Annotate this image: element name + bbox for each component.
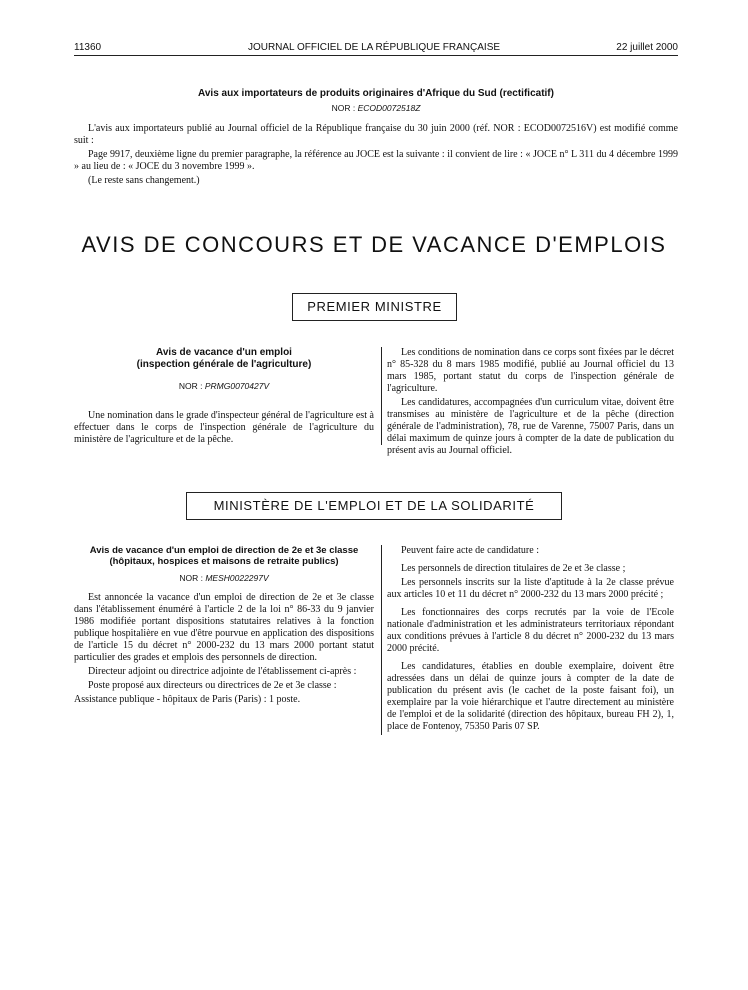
paragraph: Page 9917, deuxième ligne du premier paragraphe, la référence au JOCE est la suivante : il convient de lire : « JOCE n° L 311 du 4 décembre 1999 » au lieu de : « JOCE du 3 novembre 1999 ». <box>74 149 678 172</box>
notice-title: Avis aux importateurs de produits originaires d'Afrique du Sud (rectificatif) <box>198 88 554 99</box>
nor-code: PRMG0070427V <box>204 381 270 391</box>
notice-title-line: (hôpitaux, hospices et maisons de retraite publics) <box>109 556 339 567</box>
paragraph: Peuvent faire acte de candidature : <box>401 545 539 556</box>
paragraph: Les candidatures, accompagnées d'un curriculum vitae, doivent être transmises au ministère de l'agriculture et de la pêche (direction générale de l'administration), 78, rue de Varenne, 75007 Paris, dans un délai maximum de quinze jours à compter de la date de publication du présent avis au Journal officiel. <box>387 397 674 456</box>
issue-date: 22 juillet 2000 <box>616 42 678 53</box>
column-divider <box>381 545 382 735</box>
ministry-box: PREMIER MINISTRE <box>292 293 457 321</box>
nor-label: NOR : <box>179 573 203 583</box>
notice-title-line: Avis de vacance d'un emploi de direction de 2e et 3e classe <box>89 545 359 556</box>
notice-title-line: Avis de vacance d'un emploi <box>156 347 292 358</box>
left-column <box>74 592 374 708</box>
nor-code: MESH0022297V <box>205 573 269 583</box>
nor-reference <box>74 103 678 113</box>
paragraph: L'avis aux importateurs publié au Journal officiel de la République française du 30 juin 2000 (réf. NOR : ECOD0072516V) est modifié comme suit : <box>74 123 678 146</box>
paragraph: Est annoncée la vacance d'un emploi de direction de 2e et 3e classe dans l'établissement énuméré à l'article 2 de la loi n° 86-33 du 9 janvier 1986 modifiée portant dispositions statutaires relatives à la fonction publique hospitalière en vue d'être pourvue en application des dispositions de l'article 15 du décret n° 2000-232 du 13 mars 2000 portant statut particulier des grades et emplois des personnels de direction. <box>74 592 374 663</box>
right-column <box>387 347 674 459</box>
paragraph: (Le reste sans changement.) <box>88 175 200 186</box>
section-title: AVIS DE CONCOURS ET DE VACANCE D'EMPLOIS <box>81 232 667 257</box>
header-rule <box>74 55 678 56</box>
ministry-box: MINISTÈRE DE L'EMPLOI ET DE LA SOLIDARITÉ <box>186 492 562 520</box>
paragraph: Directeur adjoint ou directrice adjointe de l'établissement ci-après : <box>88 666 357 677</box>
nor-reference <box>74 381 374 391</box>
nor-code: ECOD0072518Z <box>357 103 421 113</box>
paragraph: Les personnels de direction titulaires de 2e et 3e classe ; <box>401 563 626 574</box>
notice-title <box>74 347 374 371</box>
nor-label: NOR : <box>178 381 203 391</box>
notice-title <box>74 545 374 567</box>
nor-reference <box>74 573 374 583</box>
paragraph: Poste proposé aux directeurs ou directrices de 2e et 3e classe : <box>88 680 337 691</box>
paragraph: Une nomination dans le grade d'inspecteur général de l'agriculture est à effectuer dans le corps de l'inspection générale de l'agriculture du ministère de l'agriculture et de la pêche. <box>74 410 374 445</box>
paragraph: Assistance publique - hôpitaux de Paris (Paris) : 1 poste. <box>74 694 301 705</box>
notice-title-line: (inspection générale de l'agriculture) <box>136 359 312 370</box>
journal-title: JOURNAL OFFICIEL DE LA RÉPUBLIQUE FRANÇAISE <box>247 42 501 53</box>
column-divider <box>381 347 382 445</box>
paragraph: Les conditions de nomination dans ce corps sont fixées par le décret n° 85-328 du 8 mars 1985 modifié, publié au Journal officiel du 13 mars 1985, portant statut du corps de l'inspection générale de l'agriculture. <box>387 347 674 394</box>
left-column <box>74 410 374 448</box>
paragraph: Les candidatures, établies en double exemplaire, doivent être adressées dans un délai de quinze jours à compter de la date de publication du présent avis (le cachet de la poste faisant foi), un exemplaire par la voie hiérarchique et l'autre directement au ministère de l'emploi et de la solidarité (direction des hôpitaux, bureau FH 2), 1, place de Fontenoy, 75350 Paris 07 SP. <box>387 661 674 732</box>
page-number: 11360 <box>74 42 102 53</box>
paragraph: Les fonctionnaires des corps recrutés par la voie de l'Ecole nationale d'administration et les administrateurs territoriaux répondant aux conditions prévues à l'article 8 du décret n° 2000-232 du 13 mars 2000 précité. <box>387 607 674 654</box>
nor-label: NOR : <box>331 103 356 113</box>
notice-body <box>74 123 678 189</box>
paragraph: Les personnels inscrits sur la liste d'aptitude à la 2e classe prévue aux articles 10 et 11 du décret n° 2000-232 du 13 mars 2000 précité ; <box>387 577 674 600</box>
right-column <box>387 545 674 735</box>
